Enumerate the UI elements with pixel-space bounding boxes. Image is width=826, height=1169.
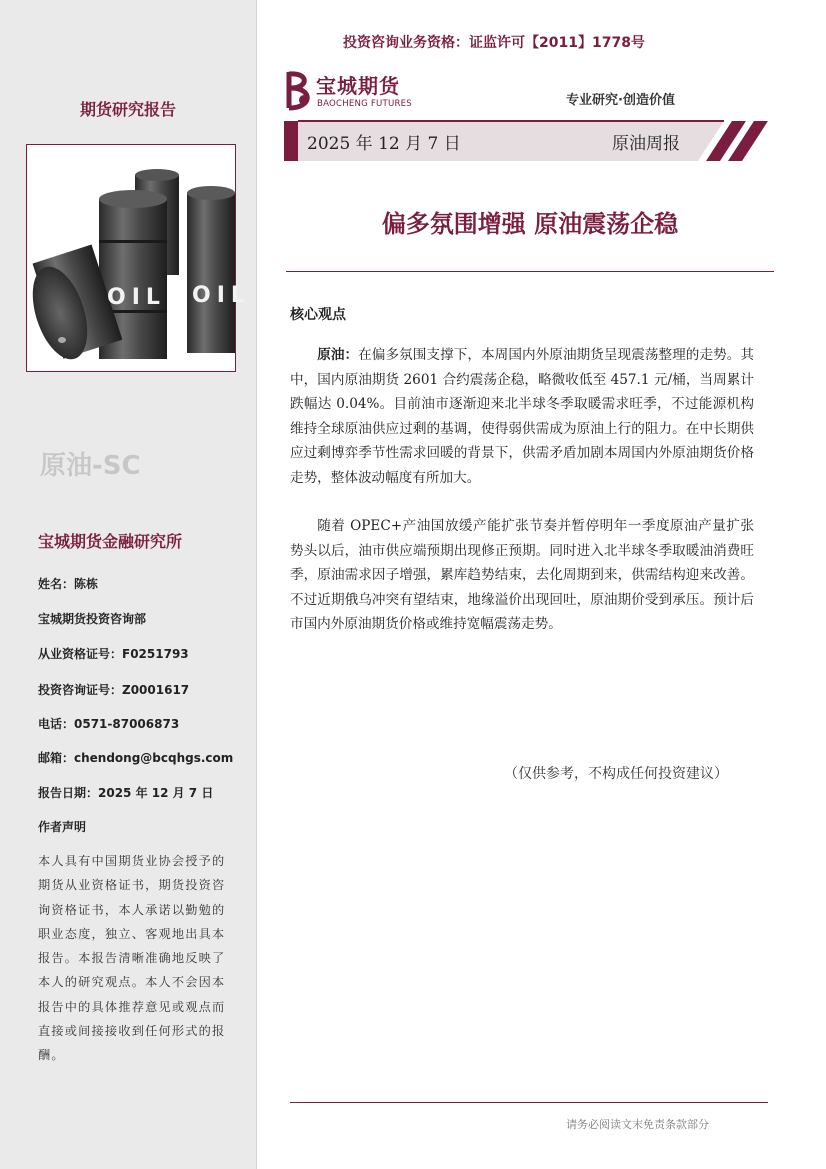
company-logo: [283, 68, 443, 114]
footer-text: 请务必阅读文末免责条款部分: [566, 1118, 709, 1131]
author-name: 姓名：陈栋: [38, 577, 99, 591]
phone: 电话：0571-87006873: [38, 717, 180, 731]
logo-text-cn: 宝城期货: [316, 74, 400, 98]
paragraph-2: 随着 OPEC+产油国放缓产能扩张节奏并暂停明年一季度原油产量扩张势头以后，油市供应端预期出现修正预期。同时进入北半球冬季取暖油消费旺季，原油需求因子增强，累库趋势结束，去化周期到来，供需结构迎来改善。不过近期俄乌冲突有望结束，地缘溢价出现回吐，原油期价受到承压。预计后市国内外原油期货价格或维持宽幅震荡走势。: [290, 518, 754, 632]
headline: 偏多氛围增强 原油震荡企稳: [381, 210, 679, 238]
statement-title: 作者声明: [38, 820, 87, 834]
consult-license-number: 投资咨询证号：Z0001617: [38, 683, 190, 697]
paragraph-1-text: 在偏多氛围支撑下，本周国内外原油期货呈现震荡整理的走势。其中，国内原油期货 2601 合约震荡企稳，略微收低至 457.1 元/桶，当周累计跌幅达 0.04%。目前油市逐渐迎来北半球冬季取暖需求旺季，不过能源机构维持全球原油供应过剩的基调，使得弱供需成为原油上行的阻力。在中长期供应过剩博弈季节性需求回暖的背景下，供需矛盾加剧本周国内外原油期货价格走势，整体波动幅度有所加大。: [290, 347, 755, 486]
email[interactable]: 邮箱：chendong@bcqhgs.com: [38, 751, 234, 765]
paragraph-1: [290, 343, 754, 490]
section-title: 核心观点: [290, 307, 346, 323]
institute-name: 宝城期货金融研究所: [38, 532, 183, 551]
paragraph-lead: 原油：: [317, 347, 359, 363]
report-type: 原油周报: [612, 134, 680, 154]
photo-label-right: OIL: [192, 283, 251, 308]
author-statement: 本人具有中国期货业协会授予的期货从业资格证书，期货投资咨询资格证书，本人承诺以勤勉的职业态度，独立、客观地出具本报告。本报告清晰准确地反映了本人的研究观点。本人不会因本报告中的具体推荐意见或观点而直接或间接接收到任何形式的报酬。: [38, 854, 226, 1063]
disclaimer-note: （仅供参考，不构成任何投资建议）: [504, 766, 728, 782]
oil-barrels-image: [26, 144, 251, 372]
photo-label-center: OIL: [107, 285, 166, 310]
date-banner: [284, 121, 784, 161]
oil-barrels-illustration: [27, 145, 235, 371]
report-date-banner: 2025 年 12 月 7 日: [307, 134, 461, 154]
logo-mark-icon: [283, 68, 315, 112]
logo-text-en: BAOCHENG FUTURES: [317, 99, 412, 109]
license-number: 从业资格证号：F0251793: [38, 647, 189, 661]
headline-divider: [286, 271, 774, 272]
report-date: 报告日期：2025 年 12 月 7 日: [38, 786, 214, 800]
qualification-line: 投资咨询业务资格：证监许可【2011】1778号: [343, 35, 645, 51]
department: 宝城期货投资咨询部: [38, 612, 147, 626]
footer-divider: [290, 1102, 768, 1103]
sidebar-title: 期货研究报告: [79, 100, 176, 119]
slogan: 专业研究·创造价值: [566, 93, 675, 108]
sidebar: [0, 0, 257, 1169]
product-name: 原油-SC: [40, 451, 141, 481]
